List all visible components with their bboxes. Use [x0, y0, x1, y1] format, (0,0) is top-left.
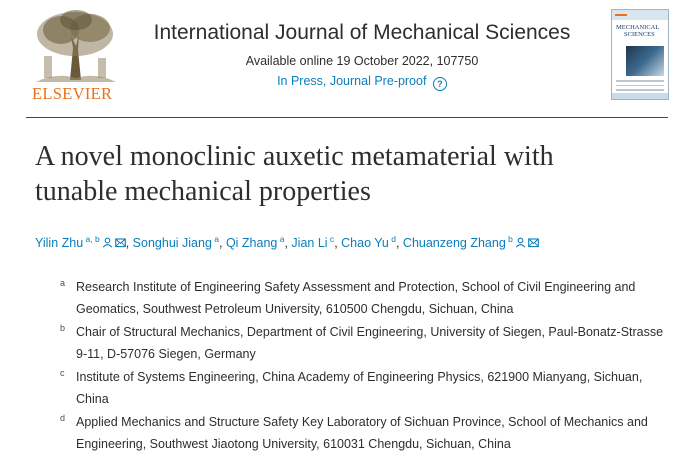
cover-accent-bar — [615, 14, 627, 16]
author-profile-icon[interactable] — [515, 237, 526, 251]
author-entry — [133, 236, 219, 250]
article-status-link[interactable]: In Press, Journal Pre-proof — [277, 74, 427, 88]
cover-top-band — [612, 10, 668, 20]
affiliation-label: b — [60, 323, 66, 333]
article-title-line1: A novel monoclinic auxetic metamaterial with — [35, 141, 554, 172]
author-entry — [226, 236, 285, 250]
affiliation-item — [60, 276, 680, 320]
author-affiliation-sup[interactable]: c — [327, 234, 335, 244]
affiliation-text-line2: Geomatics, Southwest Petroleum University, 610500 Chengdu, Sichuan, China — [76, 302, 514, 316]
author-affiliation-sup[interactable]: a — [277, 234, 285, 244]
affiliation-label: c — [60, 368, 65, 378]
article-header — [0, 0, 693, 118]
cover-text-lines — [616, 80, 664, 94]
author-name-link[interactable]: Jian Li — [291, 236, 328, 250]
help-icon[interactable]: ? — [433, 77, 447, 91]
affiliation-item — [60, 366, 680, 410]
author-affiliation-sup[interactable]: b — [505, 234, 513, 244]
journal-title[interactable]: International Journal of Mechanical Sciences — [153, 21, 571, 44]
affiliation-text-line1: Applied Mechanics and Structure Safety Key Laboratory of Sichuan Province, School of Mechanics and — [76, 415, 648, 429]
author-separator: , — [284, 236, 292, 250]
cover-journal-name — [616, 24, 666, 38]
journal-cover-thumbnail[interactable] — [611, 9, 669, 100]
author-entry — [291, 236, 334, 250]
author-entry — [341, 236, 396, 250]
article-title — [35, 139, 675, 209]
header-divider — [26, 117, 668, 118]
author-entry — [35, 236, 126, 250]
affiliation-item — [60, 411, 680, 455]
elsevier-tree-icon — [26, 8, 124, 86]
affiliation-list — [60, 276, 680, 456]
author-name-link[interactable]: Chao Yu — [341, 236, 389, 250]
affiliation-text-line1: Chair of Structural Mechanics, Department of Civil Engineering, University of Siegen, Paul-Bonatz-Strasse — [76, 325, 664, 339]
author-entry — [403, 236, 539, 250]
author-separator: , — [395, 236, 403, 250]
author-affiliation-sup[interactable]: a — [211, 234, 219, 244]
cover-image — [626, 46, 664, 76]
affiliation-label: d — [60, 413, 66, 423]
author-affiliation-sup[interactable]: a, b — [83, 234, 100, 244]
author-name-link[interactable]: Yilin Zhu — [35, 236, 84, 250]
affiliation-text-line1: Institute of Systems Engineering, China Academy of Engineering Physics, 621900 Mianyang, Sichuan, — [76, 370, 643, 384]
elsevier-logo[interactable] — [26, 8, 124, 104]
author-separator: , — [125, 236, 133, 250]
affiliation-label: a — [60, 278, 66, 288]
author-profile-icon[interactable] — [102, 237, 113, 251]
elsevier-wordmark: ELSEVIER — [32, 84, 113, 103]
affiliation-text-line2: China — [76, 392, 109, 406]
author-list — [35, 234, 675, 251]
article-title-line2: tunable mechanical properties — [35, 176, 371, 207]
author-affiliation-sup[interactable]: d — [388, 234, 396, 244]
author-name-link[interactable]: Songhui Jiang — [132, 236, 212, 250]
email-icon[interactable] — [528, 237, 539, 251]
availability-date: Available online 19 October 2022, 107750 — [245, 54, 479, 68]
cover-title-line2: SCIENCES — [624, 31, 655, 38]
affiliation-text-line1: Research Institute of Engineering Safety Assessment and Protection, School of Civil Engineering and — [76, 280, 636, 294]
author-separator: , — [219, 236, 226, 250]
affiliation-item — [60, 321, 680, 365]
cover-title-line1: MECHANICAL — [616, 24, 660, 31]
affiliation-text-line2: Engineering, Southwest Jiaotong University, 610031 Chengdu, Sichuan, China — [76, 437, 511, 451]
cover-bottom-band — [612, 93, 668, 99]
affiliation-text-line2: 9-11, D-57076 Siegen, Germany — [76, 347, 256, 361]
author-name-link[interactable]: Qi Zhang — [225, 236, 278, 250]
journal-info — [128, 20, 596, 91]
email-icon[interactable] — [115, 237, 126, 251]
author-separator: , — [334, 236, 342, 250]
author-name-link[interactable]: Chuanzeng Zhang — [402, 236, 506, 250]
article-status — [128, 74, 596, 91]
